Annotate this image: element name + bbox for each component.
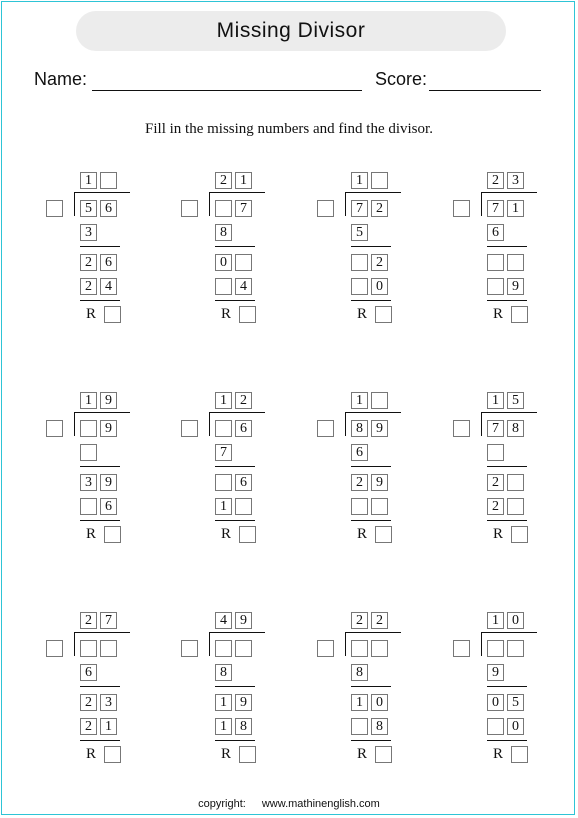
dividend-digit[interactable]	[215, 420, 232, 437]
divisor-box[interactable]	[317, 420, 334, 437]
subtraction-line	[351, 740, 391, 741]
division-bracket-top	[481, 412, 537, 413]
quotient-digit[interactable]	[100, 172, 117, 189]
division-bracket-top	[481, 192, 537, 193]
remainder-box[interactable]	[511, 306, 528, 323]
partial-digit: 1	[351, 694, 368, 711]
subtraction-line	[351, 686, 391, 687]
division-problem	[317, 610, 417, 770]
remainder-box[interactable]	[239, 306, 256, 323]
remainder-label: R	[86, 746, 97, 762]
quotient-digit: 9	[100, 392, 117, 409]
division-problem	[453, 390, 553, 550]
quotient-digit: 1	[487, 612, 504, 629]
remainder-label: R	[221, 746, 232, 762]
subtraction-line	[80, 740, 120, 741]
division-problem	[453, 610, 553, 770]
division-bracket-top	[345, 632, 401, 633]
division-problem	[46, 170, 146, 330]
partial-digit[interactable]	[507, 474, 524, 491]
quotient-digit: 1	[235, 172, 252, 189]
division-problem	[181, 610, 281, 770]
remainder-box[interactable]	[375, 306, 392, 323]
dividend-digit[interactable]	[80, 640, 97, 657]
subtraction-digit: 4	[100, 278, 117, 295]
quotient-digit: 2	[235, 392, 252, 409]
subtraction-line	[215, 246, 255, 247]
subtraction-line	[80, 466, 120, 467]
copyright-label: copyright:	[198, 798, 246, 810]
quotient-digit[interactable]	[371, 172, 388, 189]
dividend-digit: 7	[235, 200, 252, 217]
dividend-digit: 8	[351, 420, 368, 437]
quotient-digit: 2	[215, 172, 232, 189]
dividend-digit: 7	[487, 200, 504, 217]
division-bracket-top	[209, 412, 265, 413]
quotient-digit: 2	[80, 612, 97, 629]
subtraction-digit: 2	[80, 278, 97, 295]
remainder-box[interactable]	[375, 526, 392, 543]
divisor-box[interactable]	[453, 420, 470, 437]
quotient-digit: 7	[100, 612, 117, 629]
remainder-box[interactable]	[104, 526, 121, 543]
remainder-label: R	[86, 526, 97, 542]
subtraction-digit: 5	[351, 224, 368, 241]
division-bracket-side	[209, 632, 210, 656]
subtraction-digit: 2	[80, 718, 97, 735]
subtraction-digit: 3	[80, 224, 97, 241]
subtraction-digit: 1	[215, 718, 232, 735]
subtraction-digit[interactable]	[507, 498, 524, 515]
division-problem	[317, 390, 417, 550]
quotient-digit: 1	[80, 392, 97, 409]
subtraction-line	[351, 466, 391, 467]
remainder-box[interactable]	[375, 746, 392, 763]
partial-digit: 2	[351, 474, 368, 491]
partial-digit: 0	[215, 254, 232, 271]
footer	[0, 798, 578, 810]
dividend-digit[interactable]	[487, 640, 504, 657]
division-bracket-side	[74, 192, 75, 216]
score-field[interactable]	[429, 90, 541, 91]
dividend-digit[interactable]	[371, 640, 388, 657]
divisor-box[interactable]	[46, 640, 63, 657]
quotient-digit: 1	[487, 392, 504, 409]
partial-digit: 2	[371, 254, 388, 271]
quotient-digit: 0	[507, 612, 524, 629]
partial-digit: 9	[371, 474, 388, 491]
quotient-digit: 1	[80, 172, 97, 189]
partial-digit: 2	[80, 694, 97, 711]
subtraction-digit: 8	[215, 664, 232, 681]
dividend-digit: 8	[507, 420, 524, 437]
subtraction-digit: 8	[351, 664, 368, 681]
division-bracket-top	[74, 412, 130, 413]
subtraction-digit: 8	[371, 718, 388, 735]
subtraction-digit: 1	[100, 718, 117, 735]
quotient-digit: 1	[351, 172, 368, 189]
division-bracket-top	[209, 192, 265, 193]
division-problem	[317, 170, 417, 330]
dividend-digit: 7	[487, 420, 504, 437]
remainder-box[interactable]	[511, 746, 528, 763]
divisor-box[interactable]	[181, 420, 198, 437]
dividend-digit: 6	[235, 420, 252, 437]
remainder-box[interactable]	[511, 526, 528, 543]
division-bracket-side	[209, 192, 210, 216]
division-bracket-side	[345, 412, 346, 436]
dividend-digit: 9	[100, 420, 117, 437]
division-bracket-top	[345, 192, 401, 193]
remainder-label: R	[357, 746, 368, 762]
division-bracket-top	[74, 632, 130, 633]
division-bracket-side	[481, 632, 482, 656]
subtraction-digit: 0	[371, 278, 388, 295]
dividend-digit[interactable]	[235, 640, 252, 657]
partial-digit[interactable]	[487, 254, 504, 271]
subtraction-line	[215, 520, 255, 521]
dividend-digit: 5	[80, 200, 97, 217]
quotient-digit: 1	[351, 392, 368, 409]
dividend-digit: 1	[507, 200, 524, 217]
subtraction-line	[487, 520, 527, 521]
subtraction-digit[interactable]	[371, 498, 388, 515]
subtraction-line	[487, 740, 527, 741]
dividend-digit[interactable]	[215, 640, 232, 657]
subtraction-line	[351, 246, 391, 247]
remainder-label: R	[493, 746, 504, 762]
quotient-digit: 3	[507, 172, 524, 189]
remainder-label: R	[493, 526, 504, 542]
quotient-digit: 9	[235, 612, 252, 629]
divisor-box[interactable]	[453, 640, 470, 657]
divisor-box[interactable]	[181, 640, 198, 657]
subtraction-digit[interactable]	[215, 278, 232, 295]
subtraction-line	[215, 740, 255, 741]
subtraction-digit[interactable]	[487, 444, 504, 461]
division-problem	[181, 170, 281, 330]
partial-digit: 3	[80, 474, 97, 491]
subtraction-digit[interactable]	[351, 498, 368, 515]
dividend-digit[interactable]	[507, 640, 524, 657]
subtraction-digit: 7	[215, 444, 232, 461]
dividend-digit[interactable]	[351, 640, 368, 657]
subtraction-line	[215, 300, 255, 301]
quotient-digit: 5	[507, 392, 524, 409]
partial-digit[interactable]	[215, 474, 232, 491]
division-bracket-side	[74, 632, 75, 656]
division-bracket-top	[345, 412, 401, 413]
remainder-label: R	[221, 526, 232, 542]
partial-digit: 9	[100, 474, 117, 491]
dividend-digit: 2	[371, 200, 388, 217]
subtraction-digit: 9	[487, 664, 504, 681]
divisor-box[interactable]	[317, 200, 334, 217]
division-bracket-top	[209, 632, 265, 633]
remainder-box[interactable]	[104, 746, 121, 763]
remainder-box[interactable]	[239, 746, 256, 763]
partial-digit: 1	[215, 694, 232, 711]
subtraction-digit: 6	[80, 664, 97, 681]
division-bracket-side	[74, 412, 75, 436]
remainder-label: R	[221, 306, 232, 322]
subtraction-line	[487, 466, 527, 467]
divisor-box[interactable]	[46, 420, 63, 437]
subtraction-digit: 4	[235, 278, 252, 295]
dividend-digit[interactable]	[80, 420, 97, 437]
division-bracket-side	[481, 192, 482, 216]
partial-digit: 0	[371, 694, 388, 711]
subtraction-line	[487, 300, 527, 301]
partial-digit: 5	[507, 694, 524, 711]
subtraction-line	[487, 246, 527, 247]
quotient-digit: 4	[215, 612, 232, 629]
partial-digit: 6	[235, 474, 252, 491]
quotient-digit: 2	[371, 612, 388, 629]
worksheet-title: Missing Divisor	[76, 11, 506, 51]
dividend-digit[interactable]	[100, 640, 117, 657]
partial-digit: 6	[100, 254, 117, 271]
subtraction-line	[80, 686, 120, 687]
subtraction-digit[interactable]	[235, 498, 252, 515]
division-bracket-side	[345, 192, 346, 216]
divisor-box[interactable]	[181, 200, 198, 217]
divisor-box[interactable]	[317, 640, 334, 657]
division-problem	[46, 610, 146, 770]
subtraction-digit[interactable]	[80, 444, 97, 461]
partial-digit[interactable]	[351, 254, 368, 271]
subtraction-digit: 9	[507, 278, 524, 295]
score-label: Score:	[375, 69, 428, 89]
subtraction-digit[interactable]	[80, 498, 97, 515]
instructions: Fill in the missing numbers and find the divisor.	[145, 121, 433, 137]
remainder-label: R	[357, 306, 368, 322]
partial-digit: 0	[487, 694, 504, 711]
division-problem	[453, 170, 553, 330]
division-bracket-side	[345, 632, 346, 656]
divisor-box[interactable]	[46, 200, 63, 217]
subtraction-digit: 0	[507, 718, 524, 735]
partial-digit[interactable]	[235, 254, 252, 271]
remainder-box[interactable]	[104, 306, 121, 323]
subtraction-line	[351, 520, 391, 521]
subtraction-digit: 6	[100, 498, 117, 515]
subtraction-digit[interactable]	[351, 278, 368, 295]
subtraction-digit: 6	[487, 224, 504, 241]
remainder-label: R	[357, 526, 368, 542]
remainder-label: R	[493, 306, 504, 322]
divisor-box[interactable]	[453, 200, 470, 217]
subtraction-line	[487, 686, 527, 687]
quotient-digit: 1	[215, 392, 232, 409]
partial-digit: 9	[235, 694, 252, 711]
subtraction-digit: 8	[235, 718, 252, 735]
division-bracket-top	[481, 632, 537, 633]
remainder-box[interactable]	[239, 526, 256, 543]
subtraction-line	[80, 520, 120, 521]
subtraction-digit: 8	[215, 224, 232, 241]
subtraction-digit[interactable]	[487, 278, 504, 295]
division-bracket-top	[74, 192, 130, 193]
subtraction-digit[interactable]	[351, 718, 368, 735]
dividend-digit: 6	[100, 200, 117, 217]
division-bracket-side	[481, 412, 482, 436]
subtraction-line	[351, 300, 391, 301]
remainder-label: R	[86, 306, 97, 322]
division-problem	[46, 390, 146, 550]
partial-digit: 2	[487, 474, 504, 491]
dividend-digit: 7	[351, 200, 368, 217]
subtraction-digit: 2	[487, 498, 504, 515]
subtraction-line	[215, 466, 255, 467]
subtraction-digit: 1	[215, 498, 232, 515]
subtraction-line	[80, 300, 120, 301]
site-link[interactable]: www.mathinenglish.com	[261, 798, 380, 810]
dividend-digit: 9	[371, 420, 388, 437]
subtraction-digit: 6	[351, 444, 368, 461]
subtraction-line	[80, 246, 120, 247]
partial-digit: 3	[100, 694, 117, 711]
subtraction-digit[interactable]	[487, 718, 504, 735]
division-bracket-side	[209, 412, 210, 436]
dividend-digit[interactable]	[215, 200, 232, 217]
name-field[interactable]	[92, 90, 362, 91]
partial-digit[interactable]	[507, 254, 524, 271]
name-label: Name:	[34, 69, 88, 89]
quotient-digit: 2	[351, 612, 368, 629]
division-problem	[181, 390, 281, 550]
quotient-digit[interactable]	[371, 392, 388, 409]
subtraction-line	[215, 686, 255, 687]
quotient-digit: 2	[487, 172, 504, 189]
partial-digit: 2	[80, 254, 97, 271]
